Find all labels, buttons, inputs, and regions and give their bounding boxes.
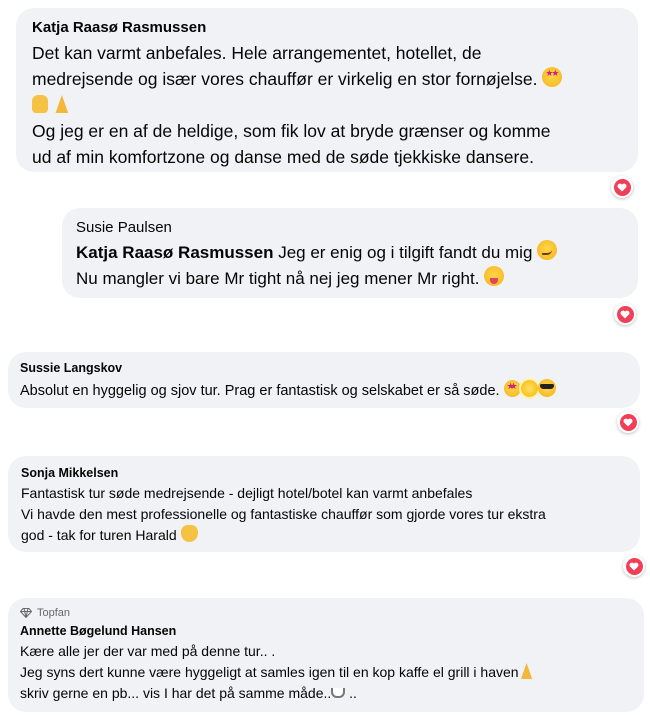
star-struck-emoji-icon: [542, 67, 562, 87]
comment-line: Nu mangler vi bare Mr tight nå nej jeg mener Mr right.: [76, 269, 485, 288]
comment-text: [20, 379, 628, 402]
comment-line: Absolut en hyggelig og sjov tur. Prag er fantastisk og selskabet er så søde.: [20, 383, 504, 399]
comment-bubble-1: [16, 8, 638, 172]
heart-reaction[interactable]: [617, 411, 639, 433]
sun-emoji-icon: [521, 380, 538, 397]
praying-hands-emoji-icon: [519, 663, 535, 679]
heart-reaction[interactable]: [611, 176, 633, 198]
star-struck-emoji-icon: [504, 380, 521, 397]
comment-line: ud af min komfortzone og danse med de søde tjekkiske dansere.: [32, 147, 534, 167]
comment-line: god - tak for turen Harald: [21, 527, 181, 543]
comment-bubble-4: [8, 456, 640, 552]
comment-text: [21, 483, 627, 546]
comment-bubble-3: [8, 352, 640, 408]
comment-bubble-5: [8, 598, 644, 712]
smirking-face-emoji-icon: [537, 240, 557, 260]
heart-icon: [626, 558, 643, 575]
comment-line: medrejsende og især vores chauffør er virkelig en stor fornøjelse.: [32, 69, 543, 89]
coffee-cup-emoji-icon: [331, 688, 345, 698]
comment-line: Kære alle jer der var med på denne tur.. .: [20, 643, 276, 659]
comment-author[interactable]: Katja Raasø Rasmussen: [32, 19, 207, 36]
comment-bubble-2: [62, 208, 638, 298]
comment-text: [32, 40, 622, 170]
comment-author[interactable]: Sussie Langskov: [20, 361, 123, 375]
thumbs-up-emoji-icon: [32, 95, 48, 113]
winking-tongue-emoji-icon: [484, 266, 504, 286]
comment-line: Det kan varmt anbefales. Hele arrangementet, hotellet, de: [32, 43, 482, 63]
mention-link[interactable]: Katja Raasø Rasmussen: [76, 243, 274, 262]
topfan-badge: [20, 606, 632, 620]
comment-line: Jeg syns dert kunne være hyggeligt at samles igen til en kop kaffe el grill i haven: [20, 664, 519, 680]
comment-line: ..: [345, 685, 357, 701]
clapping-hands-emoji-icon: [181, 525, 198, 542]
comment-text: [20, 641, 632, 704]
topfan-label: Topfan: [37, 607, 71, 619]
heart-reaction[interactable]: [614, 303, 636, 325]
comment-author[interactable]: Sonja Mikkelsen: [21, 466, 119, 480]
comment-line: Jeg er enig og i tilgift fandt du mig: [273, 243, 538, 262]
comment-author[interactable]: Annette Bøgelund Hansen: [20, 624, 177, 638]
heart-icon: [614, 179, 631, 196]
comment-text: [76, 240, 624, 292]
comment-author[interactable]: Susie Paulsen: [76, 219, 172, 236]
sunglasses-face-emoji-icon: [538, 379, 556, 397]
comment-line: Fantastisk tur søde medrejsende - dejligt hotel/botel kan varmt anbefales: [21, 485, 473, 501]
comment-line: Vi havde den mest professionelle og fantastiske chauffør som gjorde vores tur ekstra: [21, 506, 546, 522]
heart-icon: [617, 306, 634, 323]
heart-reaction[interactable]: [623, 555, 645, 577]
comment-line: Og jeg er en af de heldige, som fik lov at bryde grænser og komme: [32, 121, 551, 141]
comment-line: skriv gerne en pb... vis I har det på samme måde..: [20, 685, 332, 701]
praying-hands-emoji-icon: [53, 95, 71, 113]
heart-icon: [620, 414, 637, 431]
diamond-icon: [20, 608, 32, 618]
